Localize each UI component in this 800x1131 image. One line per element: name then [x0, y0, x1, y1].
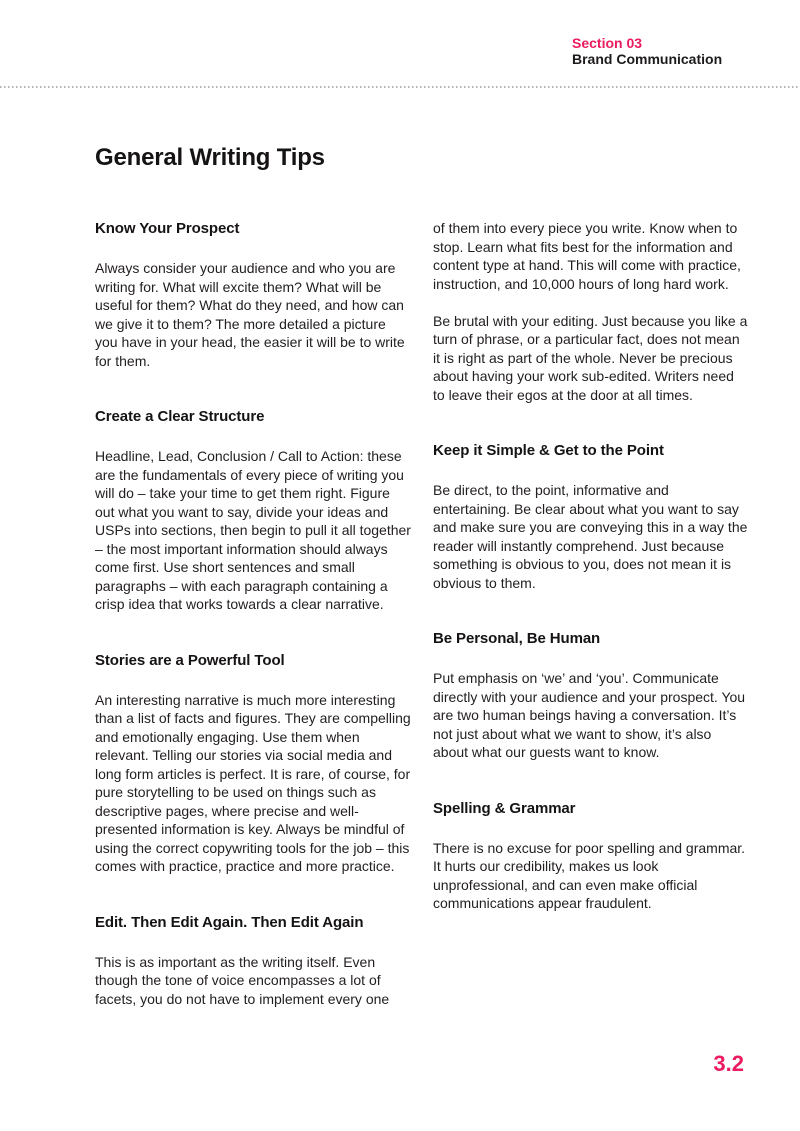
document-header [572, 35, 722, 67]
section-edit-then-edit-again [95, 913, 411, 1009]
section-label: Section 03 [572, 35, 643, 51]
left-column [95, 219, 411, 1027]
section-paragraph: Be brutal with your editing. Just because you like a turn of phrase, or a particular fact, does not mean it is right as part of the whole. Never be precious about having your work sub-edited. Writers need to leave their egos at the door at all times. [433, 312, 748, 403]
section-spelling-and-grammar [433, 799, 749, 913]
section-heading: Stories are a Powerful Tool [95, 651, 285, 669]
content-columns [95, 219, 749, 1027]
section-paragraph: Put emphasis on ‘we’ and ‘you’. Communicate directly with your audience and your prospect. You are two human beings having a conversation. It’s not just about what we want to show, it’s also about what our guests want to know. [433, 670, 746, 760]
section-paragraph: Always consider your audience and who you are writing for. What will excite them? What will be useful for them? What do they need, and how can we give it to them? The more detailed a picture you have in your head, the easier it will be to write for them. [95, 260, 405, 369]
section-be-personal-be-human [433, 629, 749, 762]
section-continuation [433, 219, 749, 404]
section-heading: Be Personal, Be Human [433, 630, 601, 647]
page-number: 3.2 [713, 1051, 744, 1076]
page-title: General Writing Tips [95, 144, 325, 171]
section-paragraph: Be direct, to the point, informative and entertaining. Be clear about what you want to say and make sure you are conveying this in a way the reader will instantly comprehend. Just because something is obvious to you, does not mean it is obvious to them. [433, 482, 748, 591]
section-paragraph: Headline, Lead, Conclusion / Call to Action: these are the fundamentals of every piece of writing you will do – take your time to get them right. Figure out what you want to say, divide your ideas and USPs into sections, then begin to pull it all together – the most important information should always come first. Use short sentences and small paragraphs – with each paragraph containing a crisp idea that works towards a clear narrative. [95, 448, 411, 612]
section-name: Brand Communication [572, 51, 723, 67]
section-paragraph: An interesting narrative is much more interesting than a list of facts and figures. They are compelling and emotionally engaging. Use them when relevant. Telling our stories via social media and long form articles is perfect. It is rare, of course, for pure storytelling to be used on things such as descriptive pages, where precise and well-presented information is key. Always be mindful of using the correct copywriting tools for the job – this comes with practice, practice and more practice. [95, 691, 411, 874]
section-know-your-prospect [95, 219, 411, 370]
section-create-a-clear-structure [95, 407, 411, 614]
section-paragraph: This is as important as the writing itself. Even though the tone of voice encompasses a lot of facets, you do not have to implement every one [95, 953, 390, 1007]
section-paragraph: There is no excuse for poor spelling and grammar. It hurts our credibility, makes us look unprofessional, and can even make official communications appear fraudulent. [433, 839, 746, 911]
section-heading: Spelling & Grammar [433, 799, 576, 817]
section-heading: Know Your Prospect [95, 220, 240, 237]
section-heading: Edit. Then Edit Again. Then Edit Again [95, 913, 364, 931]
section-keep-it-simple [433, 441, 749, 592]
right-column [433, 219, 749, 1027]
section-heading: Keep it Simple & Get to the Point [433, 442, 664, 459]
section-stories-are-a-powerful-tool [95, 651, 411, 876]
section-heading: Create a Clear Structure [95, 408, 265, 425]
dotted-divider [0, 86, 800, 88]
section-paragraph: of them into every piece you write. Know when to stop. Learn what fits best for the information and content type at hand. This will come with practice, instruction, and 10,000 hours of long hard work. [433, 220, 741, 292]
